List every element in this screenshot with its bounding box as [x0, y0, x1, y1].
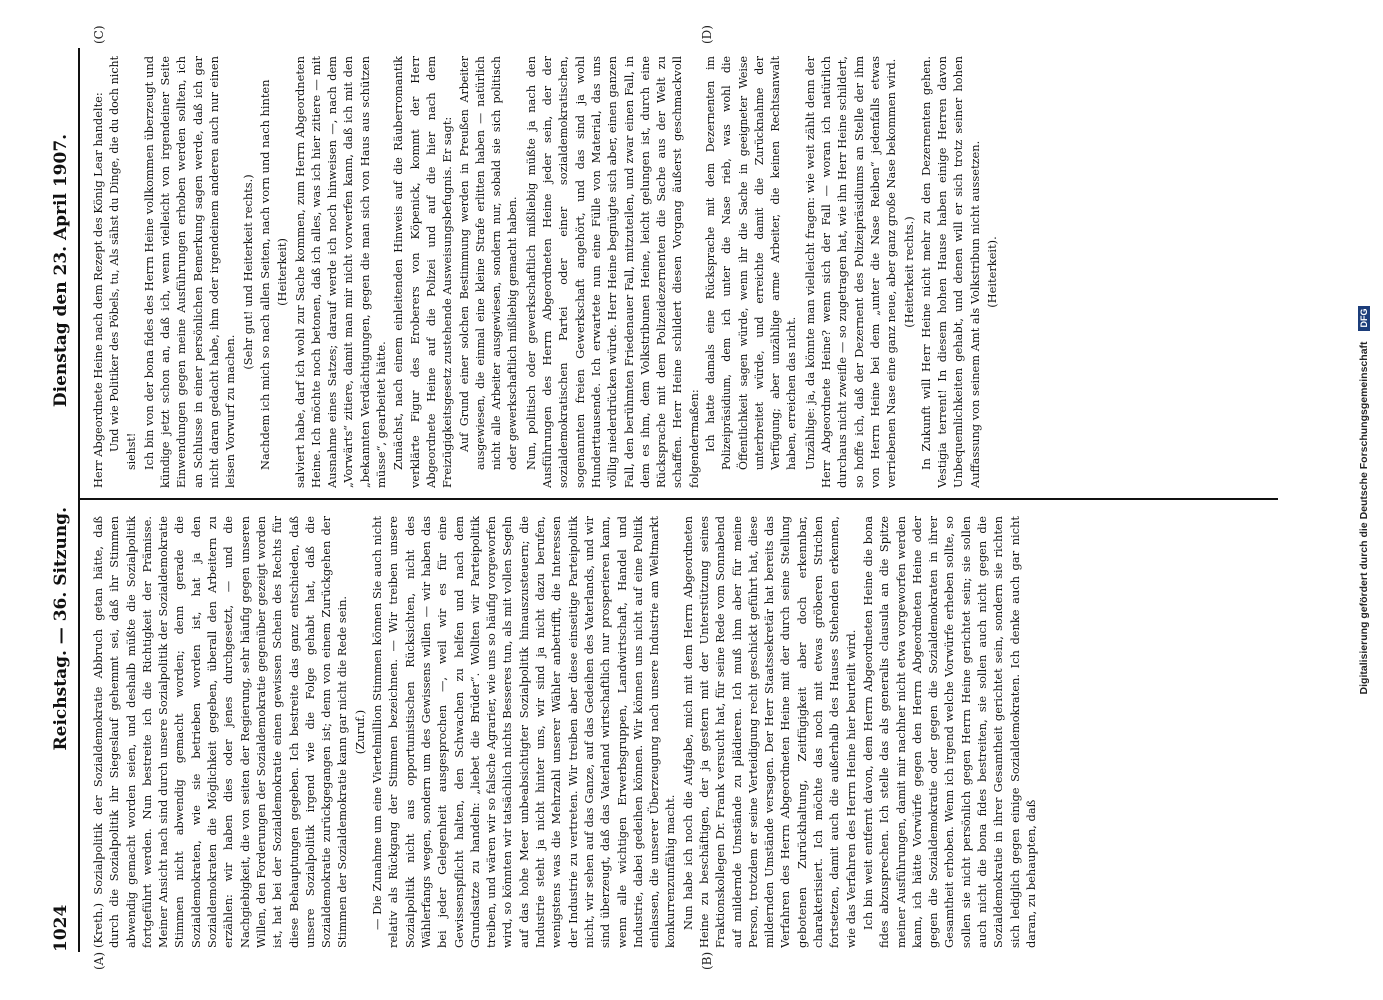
paragraph: Ich bin von der bona fides des Herrn Heine vollkommen überzeugt und kündige jetzt schon an, daß ich, wenn vielleicht von irgendeiner Seite Einwendungen gegen meine Ausführungen erhoben werden sollten, ich an Schlusse in einer persönlichen Bemerkung sagen werde, daß ich gar nicht daran gedacht habe, ihm oder irgendeinem anderen auch nur einen leisen Vorwurf zu machen.	[141, 56, 238, 488]
paragraph: (Kreth.) Sozialpolitik der Sozialdemokratie Abbruch getan hätte, daß durch die Sozialpolitik ihr Siegeslauf gehemmt sei, daß ihr Stimmen abwendig gemacht worden seien, und deshalb müßte die Sozialpolitik fortgeführt werden. Nun bestreite ich die Richtigkeit der Prämisse. Meiner Ansicht nach sind durch unsere Sozialpolitik der Sozialdemokratie Stimmen nicht abwendig gemacht worden; denn gerade die Sozialdemokraten, wie sie betrieben worden ist, hat ja den Sozialdemokraten die Möglichkeit gegeben, überall den Arbeitern zu erzählen: wir haben dies oder jenes durchgesetzt, — und die Nachgiebigkeit, die von seiten der Regierung, sehr häufig gegen unseren Willen, den Forderungen der Sozialdemokratie gegenüber gezeigt worden ist, hat bei der Sozialdemokratie einen gewissen Schein des Rechts für diese Behauptungen gegeben. Ich bestreite das ganz entschieden, daß unsere Sozialpolitik irgend wie die Folge gehabt hat, daß die Sozialdemokratie zurückgegangen ist; denn von einem Zurückgehen der Stimmen der Sozialdemokratie kann gar nicht die Rede sein.	[91, 516, 350, 948]
margin-mark-c: (C)	[92, 25, 106, 44]
interjection: (Heiterkeit).	[985, 236, 1000, 308]
margin-mark-d: (D)	[700, 25, 714, 44]
quotation: Auf Grund einer solchen Bestimmung werden in Preußen Arbeiter ausgewiesen, die einmal eine kleine Strafe erlitten haben — natürlich nicht alle Arbeiter ausgewiesen, sondern nur, sobald sie sich politisch oder gewerkschaftlich mißliebig gemacht haben.	[457, 56, 520, 470]
quotation: Ich hatte damals eine Rücksprache mit dem Dezernenten im Polizeipräsidium, dem ich unter die Nase rieb, was wohl die Öffentlichkeit sagen würde, wenn ihr die Sache in geeigneter Weise unterbreitet würde, und erreichte damit die Zurücknahme der Verfügung; aber unzählige arme Arbeiter, die keinen Rechtsanwalt haben, erreichen das nicht.	[703, 56, 799, 470]
paragraph: salviert habe, darf ich wohl zur Sache kommen, zum Herrn Abgeordneten Heine. Ich möchte noch betonen, daß ich alles, was ich hier zitiere — mit Ausnahme eines Satzes; darauf werde ich noch hinweisen —, nach dem „Vorwärts“ zitiere, damit man mir nicht vorwerfen kann, daß ich mit den „bekannten Verdächtigungen, gegen die man sich von Haus aus schützen müsse“, gearbeitet hätte.	[292, 56, 389, 488]
header-right-title: Dienstag den 23. April 1907.	[51, 133, 71, 408]
header-right	[46, 48, 76, 493]
paragraph: Nun, politisch oder gewerkschaftlich mißliebig müßte ja nach den Ausführungen des Herrn Abgeordneten Heine jeder sein, der der sozialdemokratischen Partei oder einer sozialdemokratischen, sogenannten freien Gewerkschaft angehört, und das sind ja wohl Hunderttausende. Ich erwartete nun eine Fülle von Material, das uns völlig niederdrücken würde. Herr Heine begnügte sich aber, einen ganzen Fall, den berühmten Friedenauer Fall, mitzuteilen, und zwar einen Fall, in dem es ihm, dem Volkstribunen Heine, leicht gelungen ist, durch eine Rücksprache mit dem Polizeidezernenten die Sache aus der Welt zu schaffen. Herr Heine schildert diesen Vorgang äußerst geschmackvoll folgendermaßen:	[523, 56, 701, 488]
left-column	[90, 516, 1275, 948]
margin-mark-b: (B)	[700, 951, 714, 970]
margin-mark-a: (A)	[92, 951, 106, 970]
header-rule	[78, 48, 80, 952]
paragraph: Nachdem ich mich so nach allen Seiten, nach vorn und nach hinten	[257, 79, 272, 470]
page-number: 1024	[51, 904, 71, 952]
paragraph: Zunächst, nach einem einleitenden Hinweis auf die Räuberromantik verklärte Figur des Eroberers von Köpenick, kommt der Herr Abgeordnete Heine auf die Polizei und auf die hier nach dem Freizügigkeitsgesetz zustehende Ausweisungsbefugnis. Er sagt:	[391, 56, 455, 488]
column-divider	[78, 499, 1278, 501]
dfg-logo: DFG	[1358, 306, 1370, 331]
paragraph: Unzählige: ja, da könnte man vielleicht fragen: wie weit zählt denn der Herr Abgeordnete Heine? wenn sich der Fall — woran ich natürlich durchaus nicht zweifle — so zugetragen hat, wie ihn Herr Heine schildert, so hoffe ich, daß der Dezernent des Polizeipräsidiums an Stelle der ihm von Herrn Heine bei dem „unter die Nase Reiben“ jedenfalls etwas verriebenen Nase eine ganz neue, aber ganz große Nase bekommen wird.	[802, 56, 899, 488]
interjection: (Heiterkeit)	[275, 238, 290, 306]
paragraph: In Zukunft will Herr Heine nicht mehr zu den Dezernenten gehen. Vestigia terrent! In diesem hohen Hause haben einige Herren davon Unbequemlichkeiten gehabt, und denen will er sich trotz seiner hohen Auffassung von seinem Amt als Volkstribun nicht aussetzen.	[918, 56, 982, 488]
header-left	[46, 507, 76, 952]
header-left-title: Reichstag. — 36. Sitzung.	[51, 507, 71, 751]
paragraph: — Die Zunahme um eine Viertelmillion Stimmen können Sie auch nicht relativ als Rückgang der Stimmen bezeichnen. — Wir treiben unsere Sozialpolitik nicht aus opportunistischen Rücksichten, nicht des Wählerfangs wegen, sondern um des Gewissens willen — wir haben das bei jeder Gelegenheit ausgesprochen —, weil wir es für eine Gewissenspflicht halten, den Schwachen zu helfen und nach dem Grundsatze zu handeln: „liebet die Brüder“. Wollten wir Parteipolitik treiben, und wären wir so falsche Agrarier, wie uns so häufig vorgeworfen wird, so könnten wir tatsächlich nichts Besseres tun, als mit vollen Segeln auf das hohe Meer unbeabsichtigter Sozialpolitik hinauszusteuern; die Industrie steht ja nicht hinter uns, wir sind ja nicht dazu berufen, wenigstens was die Mehrzahl unserer Wähler anbetrifft, die Interessen der Industrie zu vertreten. Wir treiben aber diese einseitige Parteipolitik nicht, wir sehen auf das Ganze, auf das Gedeihen des Vaterlands, und wir sind überzeugt, daß das Vaterland wirtschaftlich nur prosperieren kann, wenn alle wichtigen Erwerbsgruppen, Landwirtschaft, Handel und Industrie, dabei gedeihen können. Wir können uns nicht auf eine Politik einlassen, die unserer Überzeugung nach unsere Industrie am Weltmarkt konkurrenzunfähig macht.	[370, 516, 678, 948]
quotation: Und wie Politiker des Pöbels, tu, Als sähst du Dinge, die du doch nicht siehst!	[108, 56, 138, 470]
interjection: (Zuruf.)	[352, 709, 367, 755]
digitization-credit	[1358, 0, 1370, 1000]
paragraph: Ich bin weit entfernt davon, dem Herrn Abgeordneten Heine die bona fides abzusprechen. Ich stelle das als generalis clausula an die Spitze meiner Ausführungen, damit mir nachher nicht etwa vorgeworfen werden kann, ich hätte Vorwürfe gegen den Herrn Abgeordneten Heine oder gegen die Sozialdemokratie oder gegen die Sozialdemokraten in ihrer Gesamtheit erhoben. Wenn ich irgend welche Vorwürfe erheben sollte, so sollen sie nicht persönlich gegen Herrn Heine gerichtet sein; sie sollen auch nicht die bona fides bestreiten, sie sollen auch nicht gegen die Sozialdemokratie in ihrer Gesamtheit gerichtet sein, sondern sie richten sich lediglich gegen einige Sozialdemokraten. Ich denke auch gar nicht daran, zu behaupten, daß	[860, 516, 1038, 948]
interjection: (Heiterkeit rechts.)	[901, 216, 916, 328]
paragraph: Herr Abgeordnete Heine nach dem Rezept des König Lear handelte:	[91, 92, 105, 488]
paragraph: Nun habe ich noch die Aufgabe, mich mit dem Herrn Abgeordneten Heine zu beschäftigen, der ja gestern mit der Unterstützung seines Fraktionskollegen Dr. Frank versucht hat, für seine Rede vom Sonnabend auf mildernde Umstände zu plädieren. Ich muß ihm aber für meine Person, trotzdem er seine Verteidigung recht geschickt geführt hat, diese mildernden Umstände versagen. Der Herr Staatssekretär hat bereits das Verfahren des Herrn Abgeordneten Heine mit der durch seine Stellung gebotenen Zurückhaltung, Zeitfügigkeit aber doch erkennbar, charakterisiert. Ich möchte das noch mit etwas gröberen Strichen fortsetzen, damit auch die außerhalb des Hauses Stehenden erkennen, wie das Verfahren des Herrn Heine hier beurteilt wird.	[680, 516, 858, 948]
credit-text: Digitalisierung gefördert durch die Deutsche Forschungsgemeinschaft	[1358, 341, 1370, 695]
right-column	[90, 56, 1275, 488]
interjection: (Sehr gut! und Heiterkeit rechts.)	[240, 174, 255, 370]
